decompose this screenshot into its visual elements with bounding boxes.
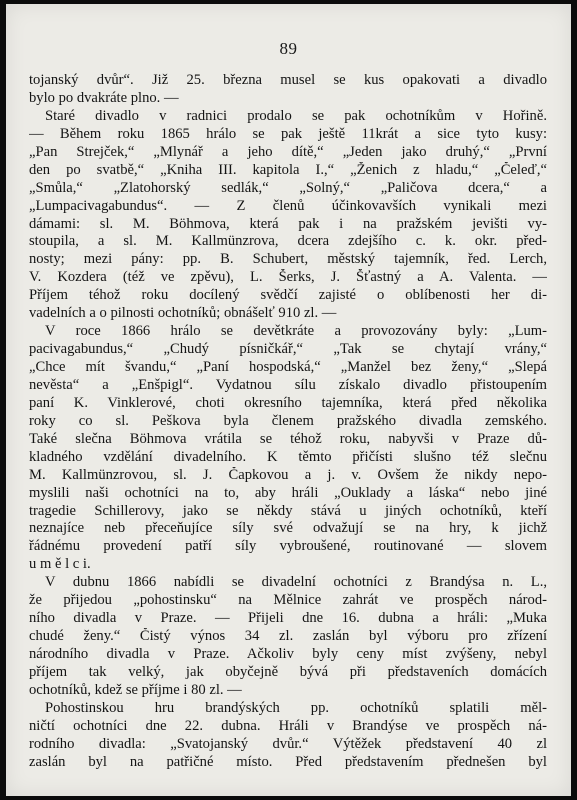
text-line: Staré divadlo v radnici prodalo se pak ochotníkům v Hořině.	[45, 107, 547, 124]
text-line: nevěsta“ a „Enšpigl“. Vydatnou sílu získalo divadlo přistoupením	[29, 376, 547, 393]
text-line: že přijedou „pohostinsku“ na Mělnice zahrát ve prospěch národ-	[29, 592, 547, 609]
text-line: „Lumpacivagabundus“. — Z členů účinkovavších vynikali mezi	[29, 197, 547, 214]
text-line: kladného vzdělání divadelního. K těmto přičísti slušno též slečnu	[29, 448, 547, 465]
text-line: „Pan Strejček,“ „Mlynář a jeho dítě,“ „Jeden jako druhý,“ „První	[29, 143, 547, 160]
text-line: V dubnu 1866 nabídli se divadelní ochotníci z Brandýsa n. L.,	[45, 574, 547, 591]
text-line: paní K. Vinklerové, choti okresního tajemníka, která před několika	[29, 394, 547, 411]
book-page	[6, 4, 571, 796]
text-line: ního divadla v Praze. — Přijeli dne 16. dubna a hráli: „Muka	[29, 610, 547, 627]
text-line: chudé ženy.“ Čistý výnos 34 zl. zaslán byl výboru pro zřízení	[29, 628, 547, 645]
text-line: rodního divadla: „Svatojanský dvůr.“ Výtěžek představení 40 zl	[29, 735, 547, 752]
text-line: dámami: sl. M. Böhmova, která pak i na pražském jevišti vy-	[29, 215, 547, 232]
text-line: M. Kallmünzrovou, sl. J. Čapkovou a j. v. Ovšem že nikdy nepo-	[29, 466, 547, 483]
text-line: u m ě l c i.	[29, 556, 91, 573]
text-line: „Smůla,“ „Zlatohorský sedlák,“ „Solný,“ „Paličova dcera,“ a	[29, 179, 547, 196]
text-line: příjem tak velký, jak obyčejně bývá při představeních domácích	[29, 663, 547, 680]
text-line: den po svatbě,“ „Kniha III. kapitola I.,“ „Ženich z hladu,“ „Čeleď,“	[29, 161, 547, 178]
text-line: tragedie Schillerovy, jako se někdy stává u jiných ochotníků, kteří	[29, 502, 547, 519]
text-line: nosty; mezi pány: pp. B. Schubert, městský tajemník, řed. Lerch,	[29, 251, 547, 268]
text-line: myslili naši ochotníci na to, aby hráli „Ouklady a láska“ nebo jiné	[29, 484, 547, 501]
text-line: Také slečna Böhmova vrátila se téhož roku, nabyvši v Praze dů-	[29, 430, 547, 447]
text-line: V roce 1866 hrálo se devětkráte a provozovány byly: „Lum-	[45, 323, 547, 340]
text-line: Pohostinskou hru brandýských pp. ochotníků splatili měl-	[45, 699, 547, 716]
text-line: řádnému provedení patří síly vybroušené, routinované — slovem	[29, 538, 547, 555]
text-line: stoupila, a sl. M. Kallmünzrova, dcera zdejšího c. k. okr. před-	[29, 233, 547, 250]
text-line: Příjem téhož roku docílený svědčí zajisté o oblíbenosti her di-	[29, 287, 547, 304]
text-line: ničtí ochotníci dne 22. dubna. Hráli v Brandýse ve prospěch ná-	[29, 717, 547, 734]
text-line: bylo po dvakráte plno. —	[29, 89, 179, 106]
text-line: — Během roku 1865 hrálo se pak ještě 11krát a sice tyto kusy:	[29, 125, 547, 142]
text-line: ochotníků, kdež se příjme i 80 zl. —	[29, 681, 242, 698]
page-number: 89	[279, 39, 298, 58]
text-line: pacivagabundus,“ „Chudý písničkář,“ „Tak se chytají vrány,“	[29, 341, 547, 358]
text-line: neznajíce neb přeceňujíce síly své odvažují se na hry, k jichž	[29, 520, 547, 537]
text-line: roky co sl. Peškova byla členem pražského divadla zemského.	[29, 412, 547, 429]
body-text	[29, 72, 547, 772]
text-line: „Chce mít švandu,“ „Paní hospodská,“ „Manžel bez ženy,“ „Slepá	[29, 359, 547, 375]
text-line: V. Kozdera (též ve zpěvu), L. Šerks, J. Šťastný a A. Valenta. —	[29, 269, 547, 286]
text-line: národního divadla v Praze. Ačkoliv byly ceny míst zvýšeny, nebyl	[29, 646, 547, 662]
text-line: tojanský dvůr“. Již 25. března musel se kus opakovati a divadlo	[29, 72, 547, 88]
text-line: zaslán byl na patřičné místo. Před představením přednešen byl	[29, 753, 547, 770]
text-line: vadelních a o pilnosti ochotníků; obnášelť 910 zl. —	[29, 305, 337, 322]
